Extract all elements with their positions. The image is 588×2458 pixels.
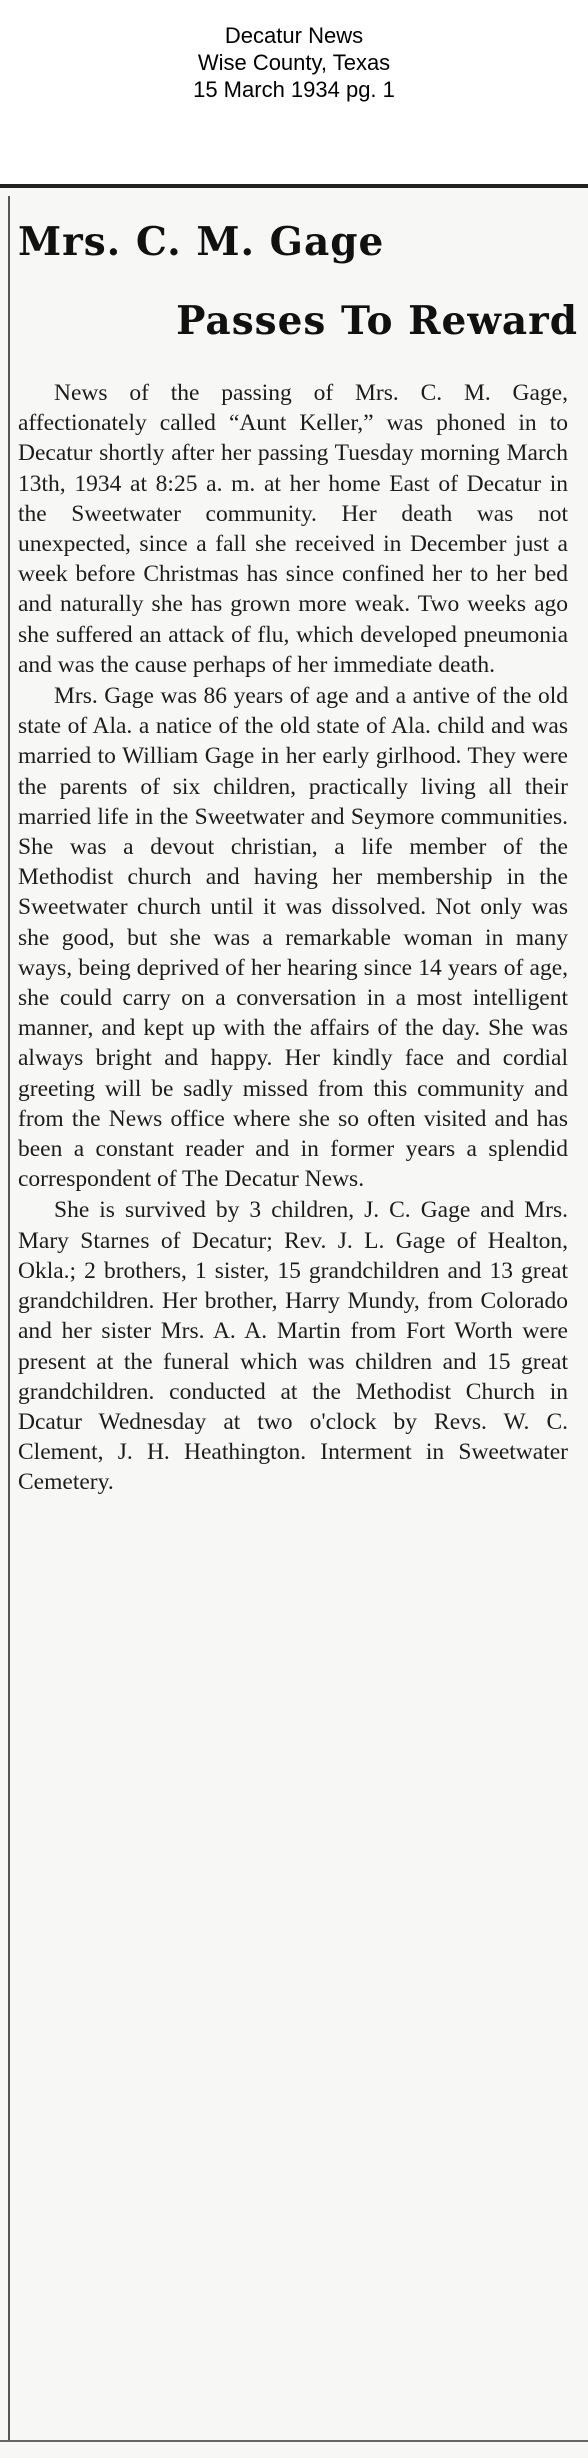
publication-date: 15 March 1934 pg. 1 (193, 77, 395, 102)
column-rule-left (8, 196, 10, 2441)
headline-line-2: Passes To Reward (176, 298, 578, 344)
article-paragraph-3: She is survived by 3 children, J. C. Gage and Mrs. Mary Starnes of Decatur; Rev. J. L. Gage of Healton, Okla.; 2 brothers, 1 sister, 15 grandchildren and 13 great grandchildren. Her brother, Harry Mundy, from Colorado and her sister Mrs. A. A. Martin from Fort Worth were present at the funeral which was children and 15 great grandchildren. conducted at the Methodist Church in Dcatur Wednesday at two o'clock by Revs. W. C. Clement, J. H. Heathington. Interment in Sweetwater Cemetery. (18, 1197, 568, 1496)
headline-line-1: Mrs. C. M. Gage (18, 219, 385, 265)
article-body (18, 378, 568, 1498)
column-rule-top (0, 184, 588, 188)
source-caption (0, 22, 588, 103)
newspaper-name: Decatur News (224, 23, 364, 48)
newspaper-location: Wise County, Texas (197, 50, 391, 75)
article-paragraph-1: News of the passing of Mrs. C. M. Gage, affectionately called “Aunt Keller,” was phoned in to Decatur shortly after her passing Tuesday morning March 13th, 1934 at 8:25 a. m. at her home East of Decatur in the Sweetwater community. Her death was not unexpected, since a fall she received in December just a week before Christmas has since confined her to her bed and naturally she has grown more weak. Two weeks ago she suffered an attack of flu, which developed pneumonia and was the cause perhaps of her immediate death. (18, 380, 568, 678)
article-paragraph-2: Mrs. Gage was 86 years of age and a antive of the old state of Ala. a natice of the old state of Ala. child and was married to William Gage in her early girlhood. They were the parents of six children, practically living all their married life in the Sweetwater and Seymore communities. She was a devout christian, a life member of the Methodist church and having her membership in the Sweetwater church until it was dissolved. Not only was she good, but she was a remarkable woman in many ways, being deprived of her hearing since 14 years of age, she could carry on a conversation in a most intelligent manner, and kept up with the affairs of the day. She was always bright and happy. Her kindly face and cordial greeting will be sadly missed from this community and from the News office where she so often visited and has been a constant reader and in former years a splendid correspondent of The Decatur News. (18, 683, 568, 1193)
column-rule-bottom (0, 2440, 588, 2442)
